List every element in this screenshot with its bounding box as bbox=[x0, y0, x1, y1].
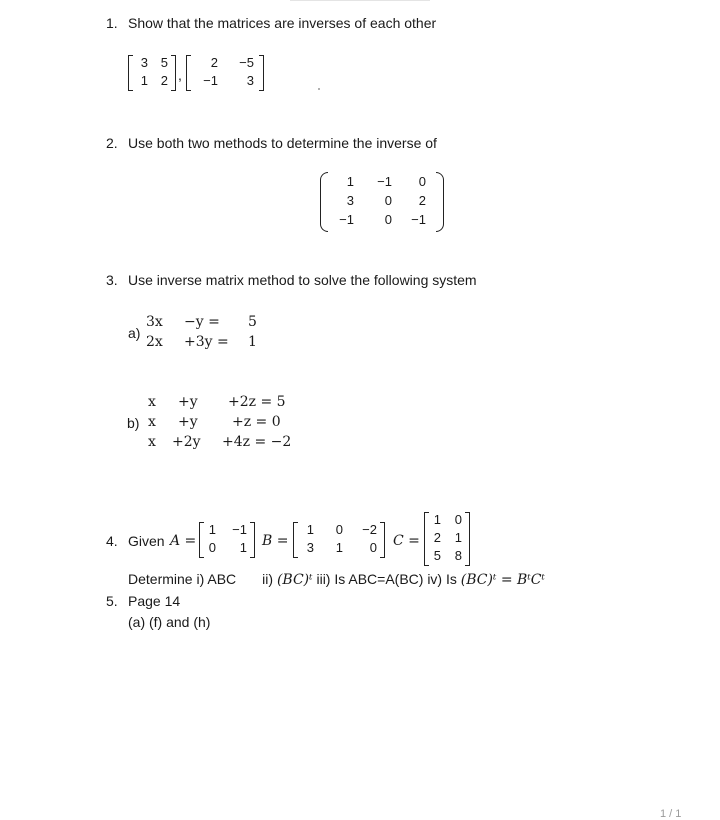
q4-part-ii-math: (BC)ᵗ bbox=[276, 572, 313, 588]
q4-part-iii: iii) Is ABC=A(BC) iv) Is bbox=[312, 571, 461, 587]
matrix-cell: −1 bbox=[411, 212, 426, 227]
equation-term: +2z = 5 bbox=[228, 394, 286, 410]
q4-part-iv-math: (BC)ᵗ = BᵗCᵗ bbox=[460, 572, 545, 588]
q4-matrix-c bbox=[424, 512, 470, 566]
matrix-cell: 0 bbox=[369, 540, 377, 555]
equation-term: +y bbox=[178, 394, 198, 410]
q4-a-label: A = bbox=[170, 533, 197, 549]
equation-term: −y = bbox=[184, 314, 220, 330]
q3-part-a-label: a) bbox=[128, 325, 141, 341]
q3-system-b bbox=[146, 394, 306, 454]
matrix-cell: 2 bbox=[433, 530, 441, 545]
q4-matrix-a bbox=[199, 522, 255, 558]
equation-term: +2y bbox=[172, 434, 201, 450]
equation-term: 2x bbox=[146, 334, 163, 350]
paren-right bbox=[436, 172, 444, 232]
matrix-cell: 2 bbox=[160, 73, 168, 88]
q4-c-label: C = bbox=[393, 533, 420, 549]
q4-determine: Determine i) ABC bbox=[128, 571, 237, 587]
bracket-right bbox=[259, 55, 264, 91]
matrix-cell: 0 bbox=[384, 212, 392, 227]
q4-part-ii: ii) bbox=[262, 571, 277, 587]
q1-separator: , bbox=[178, 67, 182, 83]
bracket-left bbox=[186, 55, 191, 91]
matrix-cell: −2 bbox=[362, 522, 377, 537]
q1-matrix-2 bbox=[186, 55, 264, 91]
question-2-number: 2. bbox=[106, 135, 118, 151]
page-top-rule bbox=[290, 0, 430, 1]
equation-term: +z = 0 bbox=[232, 414, 281, 430]
matrix-cell: 0 bbox=[335, 522, 343, 537]
matrix-cell: −1 bbox=[203, 73, 218, 88]
equation-term: x bbox=[148, 414, 156, 430]
matrix-cell: 3 bbox=[306, 540, 314, 555]
stray-dot bbox=[318, 88, 320, 90]
matrix-cell: 0 bbox=[208, 540, 216, 555]
question-5-sub: (a) (f) and (h) bbox=[128, 614, 211, 630]
question-3-number: 3. bbox=[106, 272, 118, 288]
bracket-right bbox=[465, 512, 470, 566]
matrix-cell: 1 bbox=[335, 540, 343, 555]
paren-left bbox=[320, 172, 328, 232]
equation-term: 3x bbox=[146, 314, 163, 330]
matrix-cell: −1 bbox=[232, 522, 247, 537]
question-3-text: Use inverse matrix method to solve the following system bbox=[128, 272, 477, 288]
matrix-cell: 5 bbox=[160, 55, 168, 70]
matrix-cell: 2 bbox=[210, 55, 218, 70]
question-3 bbox=[106, 271, 477, 289]
question-1-text: Show that the matrices are inverses of each other bbox=[128, 15, 437, 31]
q3-system-a bbox=[146, 314, 276, 354]
question-2 bbox=[106, 134, 437, 152]
q4-b-label: B = bbox=[262, 533, 289, 549]
question-4-given: Given bbox=[128, 533, 165, 549]
matrix-cell: 1 bbox=[454, 530, 462, 545]
matrix-cell: −1 bbox=[339, 212, 354, 227]
matrix-cell: 1 bbox=[140, 73, 148, 88]
q4-tasks bbox=[128, 570, 545, 589]
matrix-cell: 2 bbox=[418, 193, 426, 208]
matrix-cell: 1 bbox=[208, 522, 216, 537]
question-5 bbox=[106, 592, 180, 610]
matrix-cell: −5 bbox=[239, 55, 254, 70]
matrix-cell: 0 bbox=[454, 512, 462, 527]
matrix-cell: 1 bbox=[306, 522, 314, 537]
matrix-cell: 0 bbox=[418, 174, 426, 189]
matrix-cell: 5 bbox=[433, 548, 441, 563]
equation-term: x bbox=[148, 434, 156, 450]
question-2-text: Use both two methods to determine the inverse of bbox=[128, 135, 437, 151]
matrix-cell: 3 bbox=[346, 193, 354, 208]
page-indicator: 1 / 1 bbox=[660, 808, 682, 820]
bracket-right bbox=[380, 522, 385, 558]
q1-matrix-1 bbox=[128, 55, 176, 91]
question-5-text: Page 14 bbox=[128, 593, 181, 609]
equation-term: +4z = −2 bbox=[222, 434, 292, 450]
equation-term: 5 bbox=[248, 314, 257, 330]
question-1 bbox=[106, 14, 436, 32]
question-4 bbox=[106, 532, 165, 550]
q4-matrix-b bbox=[293, 522, 385, 558]
bracket-right bbox=[250, 522, 255, 558]
question-4-number: 4. bbox=[106, 533, 118, 549]
equation-term: x bbox=[148, 394, 156, 410]
matrix-cell: 1 bbox=[433, 512, 441, 527]
q3-part-b-label: b) bbox=[127, 415, 140, 431]
bracket-left bbox=[128, 55, 133, 91]
equation-term: 1 bbox=[248, 334, 257, 350]
matrix-cell: 3 bbox=[246, 73, 254, 88]
matrix-cell: −1 bbox=[377, 174, 392, 189]
bracket-right bbox=[171, 55, 176, 91]
matrix-cell: 8 bbox=[454, 548, 462, 563]
matrix-cell: 3 bbox=[140, 55, 148, 70]
question-1-number: 1. bbox=[106, 15, 118, 31]
matrix-cell: 0 bbox=[384, 193, 392, 208]
q2-matrix bbox=[320, 172, 444, 232]
question-5-number: 5. bbox=[106, 593, 118, 609]
equation-term: +3y = bbox=[184, 334, 229, 350]
matrix-cell: 1 bbox=[239, 540, 247, 555]
equation-term: +y bbox=[178, 414, 198, 430]
matrix-cell: 1 bbox=[346, 174, 354, 189]
